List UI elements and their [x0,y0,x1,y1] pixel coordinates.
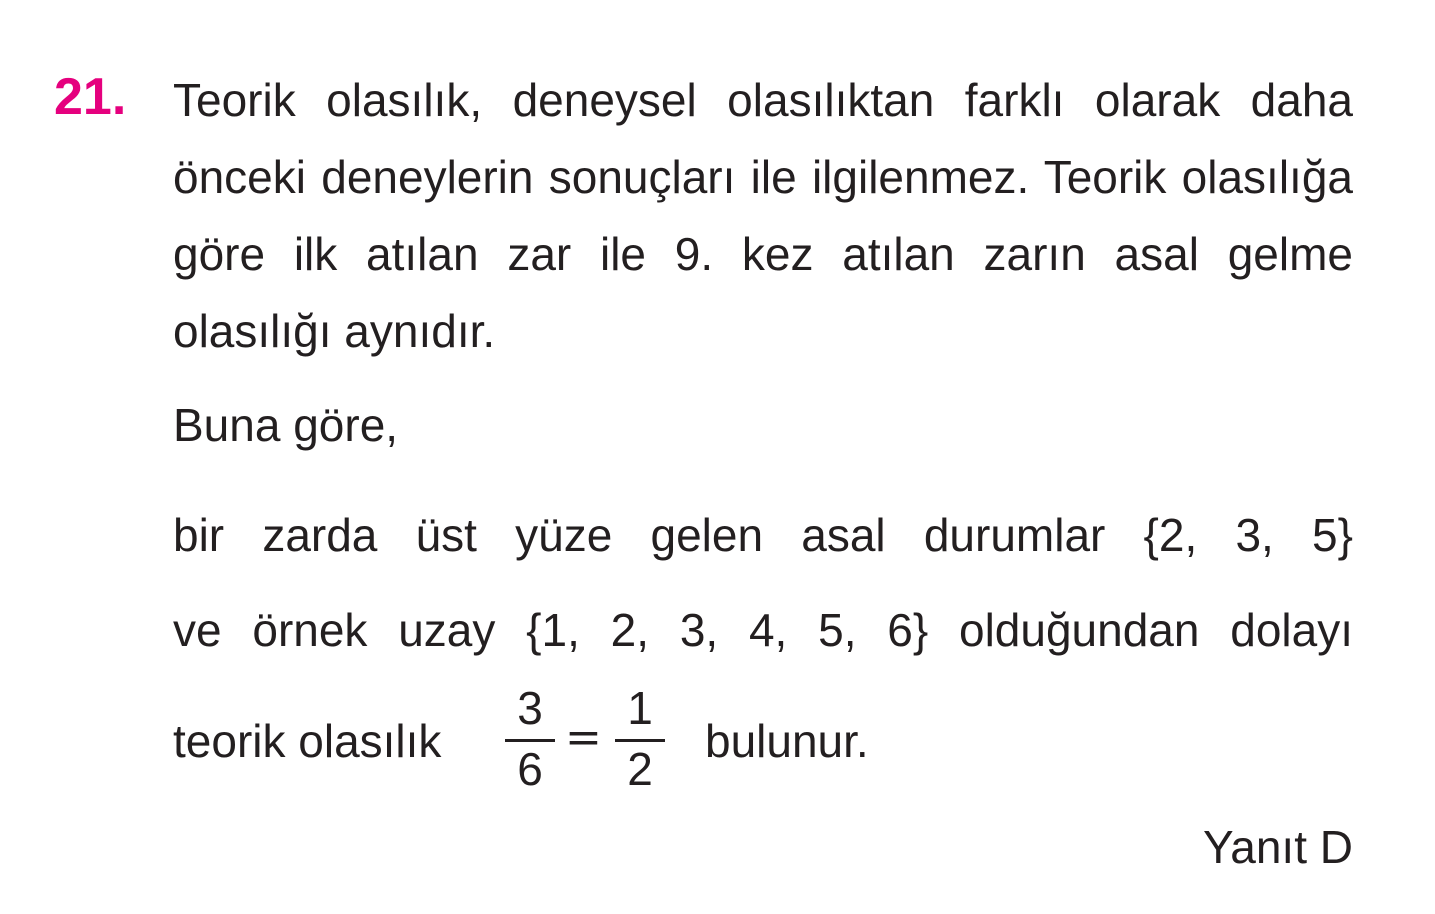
fraction-bar [505,739,555,742]
question-stem: Teorik olasılık, deneysel olasılıktan farklı olarak daha önceki deneylerin sonuçları ile ilgilenmez. Teorik olasılığa göre ilk atılan zar ile 9. kez atılan zarın asal gelme olasılığı aynıdır. [173,74,1353,357]
fraction-denominator: 6 [517,743,543,795]
solution-line-2: ve örnek uzay {1, 2, 3, 4, 5, 6} olduğundan dolayı [173,604,1353,656]
answer-label: Yanıt D [1203,821,1353,873]
solution-line-3-suffix: bulunur. [705,715,869,767]
question-number: 21. [54,68,127,126]
fraction-numerator: 3 [517,682,543,734]
fraction-bar [615,739,665,742]
equals-sign: = [565,712,602,763]
fraction-one-half [615,682,665,795]
fraction-denominator: 2 [627,743,653,795]
question-lead: Buna göre, [173,399,399,451]
solution-line-3-prefix: teorik olasılık [173,715,442,767]
fraction-numerator: 1 [627,682,653,734]
solution-line-1: bir zarda üst yüze gelen asal durumlar {2, 3, 5} [173,509,1353,561]
fraction-three-sixths [505,682,555,795]
